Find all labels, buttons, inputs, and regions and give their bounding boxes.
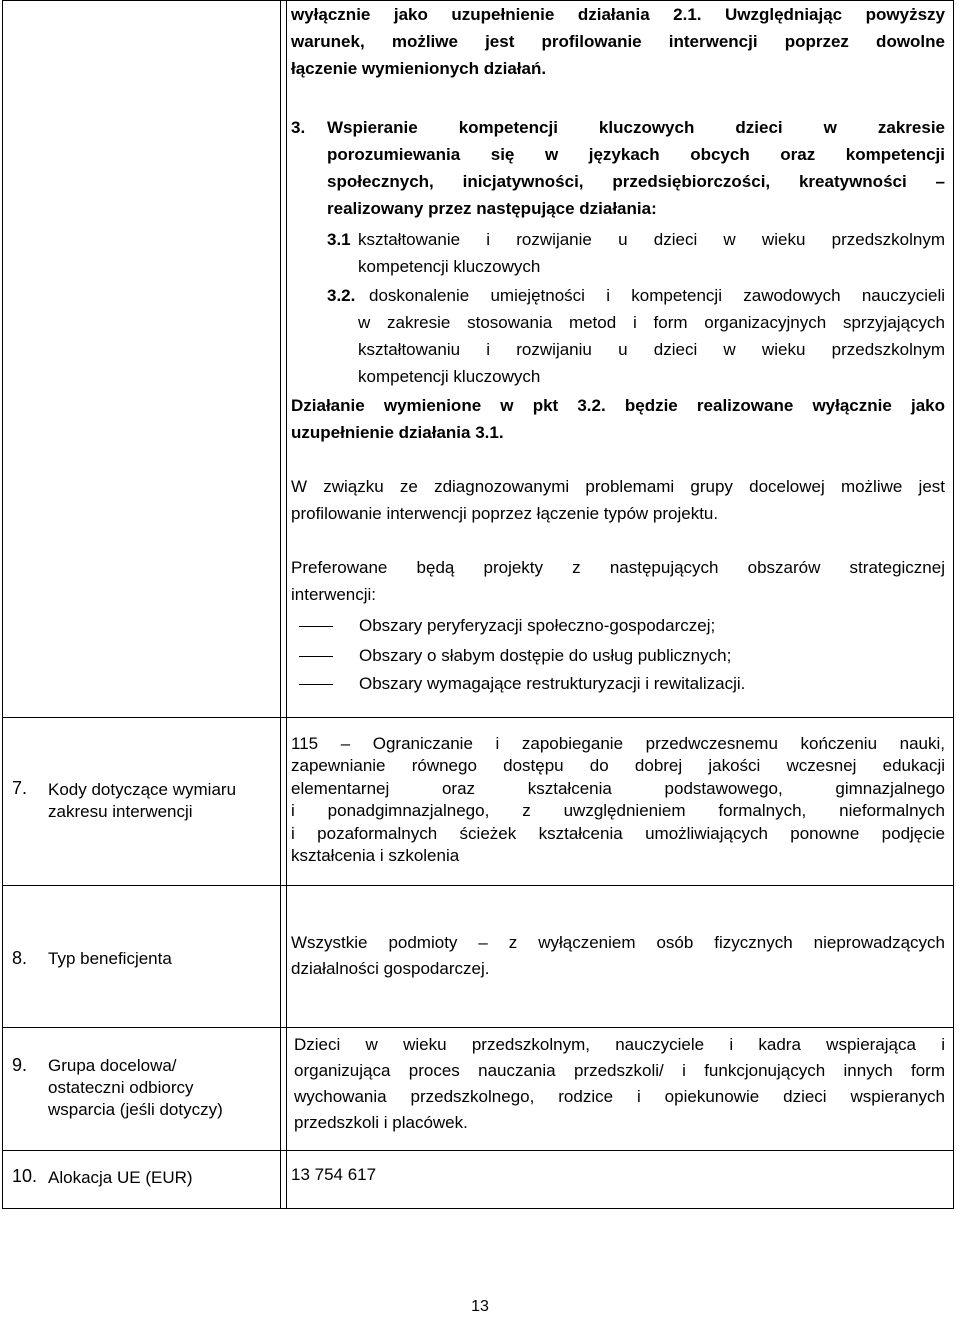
row-divider-8 xyxy=(2,885,954,886)
intro-line: wyłącznie jako uzupełnienie działania 2.1. Uwzględniając powyższy xyxy=(291,5,945,24)
row-7-line: 115 – Ograniczanie i zapobieganie przedwczesnemu kończeniu nauki, xyxy=(291,734,945,753)
section-3-heading xyxy=(327,114,945,222)
profiling-paragraph xyxy=(291,473,945,527)
item-3-2-line: doskonalenie umiejętności i kompetencji zawodowych nauczycieli xyxy=(369,286,945,305)
row-9-label-line: wsparcia (jeśli dotyczy) xyxy=(48,1100,223,1119)
row-9-line: przedszkoli i placówek. xyxy=(294,1113,468,1132)
section-3-line: porozumiewania się w językach obcych oraz kompetencji xyxy=(327,145,945,164)
row-9-content xyxy=(294,1032,945,1136)
row-10-label: Alokacja UE (EUR) xyxy=(48,1168,193,1187)
dash-bullet-icon xyxy=(299,656,333,657)
preferred-paragraph xyxy=(291,554,945,608)
row-8-content xyxy=(291,930,945,982)
dash-bullet-icon xyxy=(299,626,333,627)
item-3-1-line: kształtowanie i rozwijanie u dzieci w wieku przedszkolnym xyxy=(358,230,945,249)
row-divider-9 xyxy=(2,1027,954,1028)
row-divider-7 xyxy=(2,717,954,718)
row-7-line: i pozaformalnych ścieżek kształcenia umożliwiających ponowne podjęcie xyxy=(291,823,945,843)
item-3-1-text xyxy=(358,226,945,280)
row-divider-10 xyxy=(2,1150,954,1151)
item-3-2-line: w zakresie stosowania metod i form organizacyjnych sprzyjających xyxy=(358,313,945,332)
row-8-number: 8. xyxy=(12,948,28,968)
intro-line: łączenie wymienionych działań. xyxy=(291,59,547,78)
section-3-line: Wspieranie kompetencji kluczowych dzieci w zakresie xyxy=(327,118,945,137)
row-7-label-line: zakresu interwencji xyxy=(48,802,193,821)
item-3-2-line: kompetencji kluczowych xyxy=(358,367,541,386)
note-3-2 xyxy=(291,392,945,446)
row-7-content xyxy=(291,733,945,867)
item-3-2-text xyxy=(358,282,945,390)
note-3-2-line: uzupełnienie działania 3.1. xyxy=(291,423,504,442)
item-3-1-line: kompetencji kluczowych xyxy=(358,257,541,276)
section-3-line: społecznych, inicjatywności, przedsiębiorczości, kreatywności – xyxy=(327,172,945,191)
section-3-number: 3. xyxy=(291,118,306,137)
row-8-label: Typ beneficjenta xyxy=(48,949,172,968)
row-9-line: Dzieci w wieku przedszkolnym, nauczyciele i kadra wspierająca i xyxy=(294,1035,945,1054)
item-3-1-number: 3.1 xyxy=(327,230,351,249)
profiling-line: profilowanie interwencji poprzez łączenie typów projektu. xyxy=(291,504,719,523)
item-3-2-number: 3.2. xyxy=(327,286,356,305)
dash-bullet-icon xyxy=(299,684,333,685)
row-7-label-line: Kody dotyczące wymiaru xyxy=(48,780,237,799)
row-9-line: wychowania przedszkolnego, rodzice i opiekunowie dzieci wspieranych xyxy=(294,1087,945,1106)
preferred-line: interwencji: xyxy=(291,585,377,604)
bullet-item: Obszary o słabym dostępie do usług publicznych; xyxy=(359,646,732,665)
section-3-line: realizowany przez następujące działania: xyxy=(327,199,657,218)
row-7-line: elementarnej oraz kształcenia podstawowego, gimnazjalnego xyxy=(291,778,945,798)
item-3-2-line: kształtowaniu i rozwijaniu u dzieci w wieku przedszkolnym xyxy=(358,340,945,359)
row-9-number: 9. xyxy=(12,1055,28,1075)
note-3-2-line: Działanie wymienione w pkt 3.2. będzie realizowane wyłącznie jako xyxy=(291,396,945,415)
row-7-line: zapewnianie równego dostępu do dobrej jakości wczesnej edukacji xyxy=(291,756,945,776)
row-10-number: 10. xyxy=(12,1166,38,1186)
bullet-item: Obszary peryferyzacji społeczno-gospodarczej; xyxy=(359,616,716,635)
row-7-line: i ponadgimnazjalnego, z uwzględnieniem formalnych, nieformalnych xyxy=(291,801,945,821)
intro-paragraph xyxy=(291,1,945,82)
row-9-label xyxy=(48,1055,273,1121)
row-8-line: Wszystkie podmioty – z wyłączeniem osób fizycznych nieprowadzących xyxy=(291,933,945,952)
profiling-line: W związku ze zdiagnozowanymi problemami grupy docelowej możliwe jest xyxy=(291,477,945,496)
row-7-line: kształcenia i szkolenia xyxy=(291,846,460,866)
row-7-label xyxy=(48,779,273,823)
intro-line: warunek, możliwe jest profilowanie interwencji poprzez dowolne xyxy=(291,32,945,51)
row-7-number: 7. xyxy=(12,778,28,798)
allocation-value: 13 754 617 xyxy=(291,1165,377,1184)
page-number: 13 xyxy=(471,1298,489,1315)
bullet-item: Obszary wymagające restrukturyzacji i rewitalizacji. xyxy=(359,674,746,693)
table-border-bottom xyxy=(2,1208,954,1209)
preferred-line: Preferowane będą projekty z następujących obszarów strategicznej xyxy=(291,558,945,577)
row-9-label-line: ostateczni odbiorcy xyxy=(48,1078,194,1097)
row-9-line: organizująca proces nauczania przedszkoli/ i funkcjonujących innych form xyxy=(294,1061,945,1080)
row-8-line: działalności gospodarczej. xyxy=(291,959,490,978)
row-9-label-line: Grupa docelowa/ xyxy=(48,1056,177,1075)
